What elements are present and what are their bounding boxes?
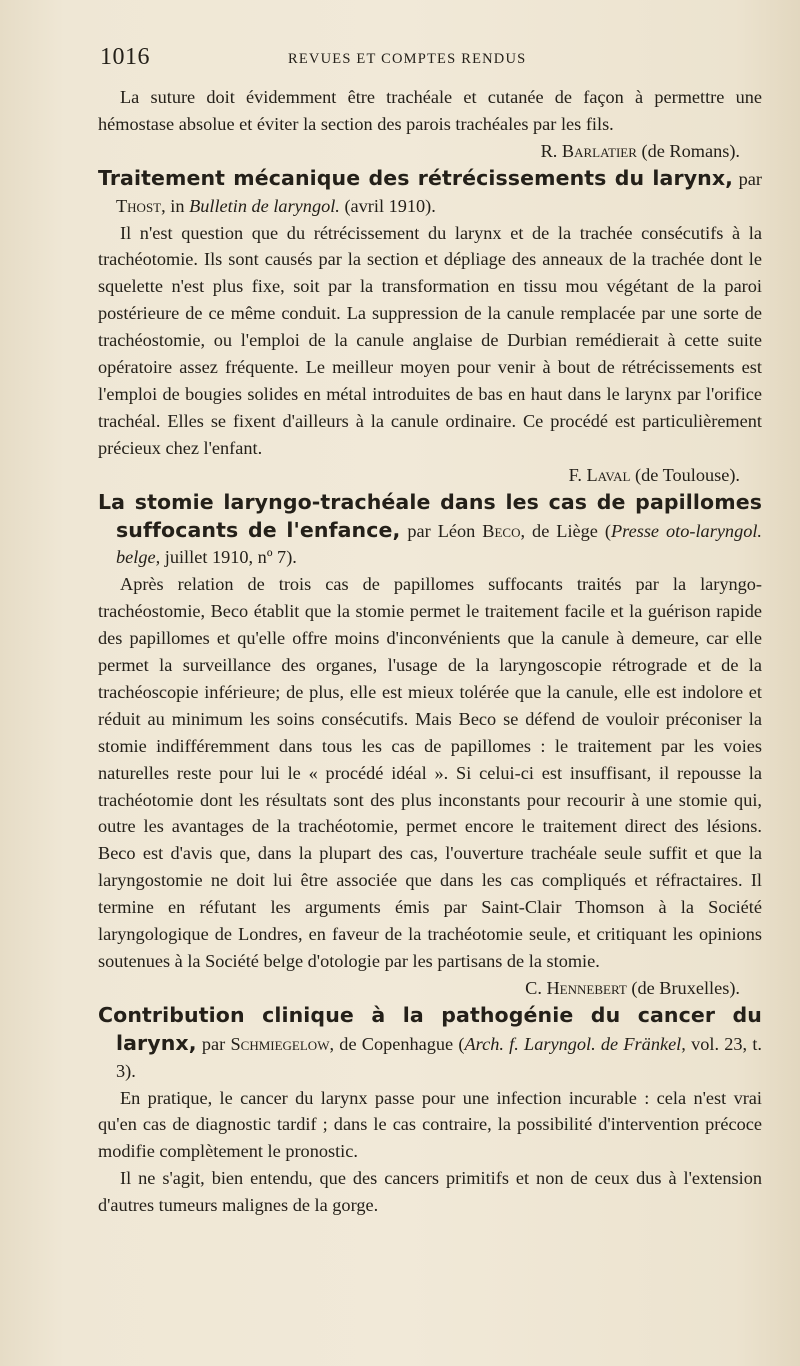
review-signature (98, 975, 762, 1002)
article-affiliation: de Copenhague ( (339, 1033, 465, 1054)
article-journal: Presse oto-laryngol. belge, (116, 520, 762, 568)
article-body: Il ne s'agit, bien entendu, que des cancers primitifs et non de ceux dus à l'extension d'autres tumeurs malignes de la gorge. (98, 1168, 762, 1216)
reviewer-location: (de Bruxelles). (631, 977, 740, 998)
article-by: par (201, 1033, 226, 1054)
reviewer-name: Hennebert (546, 977, 627, 998)
running-head: REVUES ET COMPTES RENDUS (288, 51, 527, 67)
article-heading (98, 489, 762, 572)
article-heading (98, 165, 762, 220)
article-journal: Arch. f. Laryngol. de Fränkel, (464, 1033, 686, 1054)
article-date: (avril 1910). (344, 195, 436, 216)
reviewer-name: Laval (586, 464, 631, 485)
article-date: juillet 1910, nº 7). (164, 547, 297, 568)
page-content (98, 84, 762, 1219)
article-date: vol. 23, t. 3). (116, 1033, 763, 1081)
article-title: Traitement mécanique des rétrécissements du larynx, (98, 165, 734, 190)
article-author: Beco, (482, 520, 526, 541)
article-body: En pratique, le cancer du larynx passe pour une infection incurable : cela n'est vrai qu'en cas de diagnostic tardif ; dans le cas contraire, la possibilité d'intervention précoce modifie complètement le pronostic. (98, 1087, 762, 1162)
reviewer-location: (de Romans). (641, 140, 740, 161)
article-title: La stomie laryngo-trachéale dans les cas de papillomes suffocants de l'enfance, (98, 489, 762, 542)
article-body: Après relation de trois cas de papillomes suffocants traités par la laryngo-trachéostomie, Beco établit que la stomie permet le traitement facile et la guérison rapide des papillomes et qu'elle offre moins d'inconvénients que la canule à demeure, car elle permet la surveillance des organes, l'usage de la laryngoscopie rétrograde et de la trachéoscopie inférieure; de plus, elle est mieux tolérée que la canule, elle est indolore et réduit au minimum les soins consécutifs. Mais Beco se défend de vouloir préconiser la stomie indifféremment dans tous les cas de papillomes : le traitement par les voies naturelles reste pour lui le « procédé idéal ». Si celui-ci est insuffisant, il repousse la trachéotomie dont les résultats sont des plus inconstants pour recourir à une stomie qui, outre les avantages de la trachéotomie, permet encore le traitement direct des lésions. Beco est d'avis que, dans la plupart des cas, l'ouverture trachéale seule suffit et que la laryngostomie ne doit lui être associée que dans les cas compliqués et réfractaires. Il termine en réfutant les arguments émis par Saint-Clair Thomson à la Société laryngologique de Londres, en faveur de la trachéotomie seule, et critiquant les opinions soutenues à la Société belge d'otologie par les partisans de la stomie. (98, 574, 762, 971)
review-continuation-text: La suture doit évidemment être trachéale et cutanée de façon à permettre une hémostase absolue et éviter la section des parois trachéales par les fils. (98, 87, 762, 134)
article-affiliation: de Liège ( (532, 520, 611, 541)
review-signature (98, 138, 762, 165)
article-by: par Léon (407, 520, 476, 541)
reviewer-location: (de Toulouse). (634, 464, 740, 485)
article-by: par (738, 168, 762, 189)
review-signature (98, 462, 762, 489)
page-header (100, 44, 760, 78)
article-body: Il n'est question que du rétrécissement du larynx et de la trachée consécutifs à la trachéotomie. Ils sont causés par la section et dépliage des anneaux de la trachée dont le squelette n'est plus fixe, soit par la transformation en tissu mou végétant de la paroi postérieure de ce même conduit. La suppression de la canule remplacée par une sorte de trachéostomie, ou l'emploi de la canule anglaise de Durbian remédierait à cette suite opératoire assez fréquente. Le meilleur moyen pour venir à bout de rétrécissements est l'emploi de bougies solides en métal introduites de bas en haut dans le larynx par l'orifice trachéal. Elles se fixent d'ailleurs à la canule ordinaire. Ce procédé est particulièrement précieux chez l'enfant. (98, 222, 762, 458)
reviewer-name: R. Barlatier (540, 140, 637, 161)
article-author: Thost, (116, 195, 166, 216)
page-number: 1016 (100, 44, 150, 70)
reviewer-initial: F. (568, 464, 582, 485)
article-title: Contribution clinique à la pathogénie du cancer du larynx, (98, 1002, 762, 1055)
article-author: Schmiegelow, (230, 1033, 335, 1054)
article-journal: Bulletin de laryngol. (189, 195, 340, 216)
article-in: in (170, 195, 185, 216)
article-heading (98, 1002, 762, 1085)
reviewer-initial: C. (525, 977, 542, 998)
